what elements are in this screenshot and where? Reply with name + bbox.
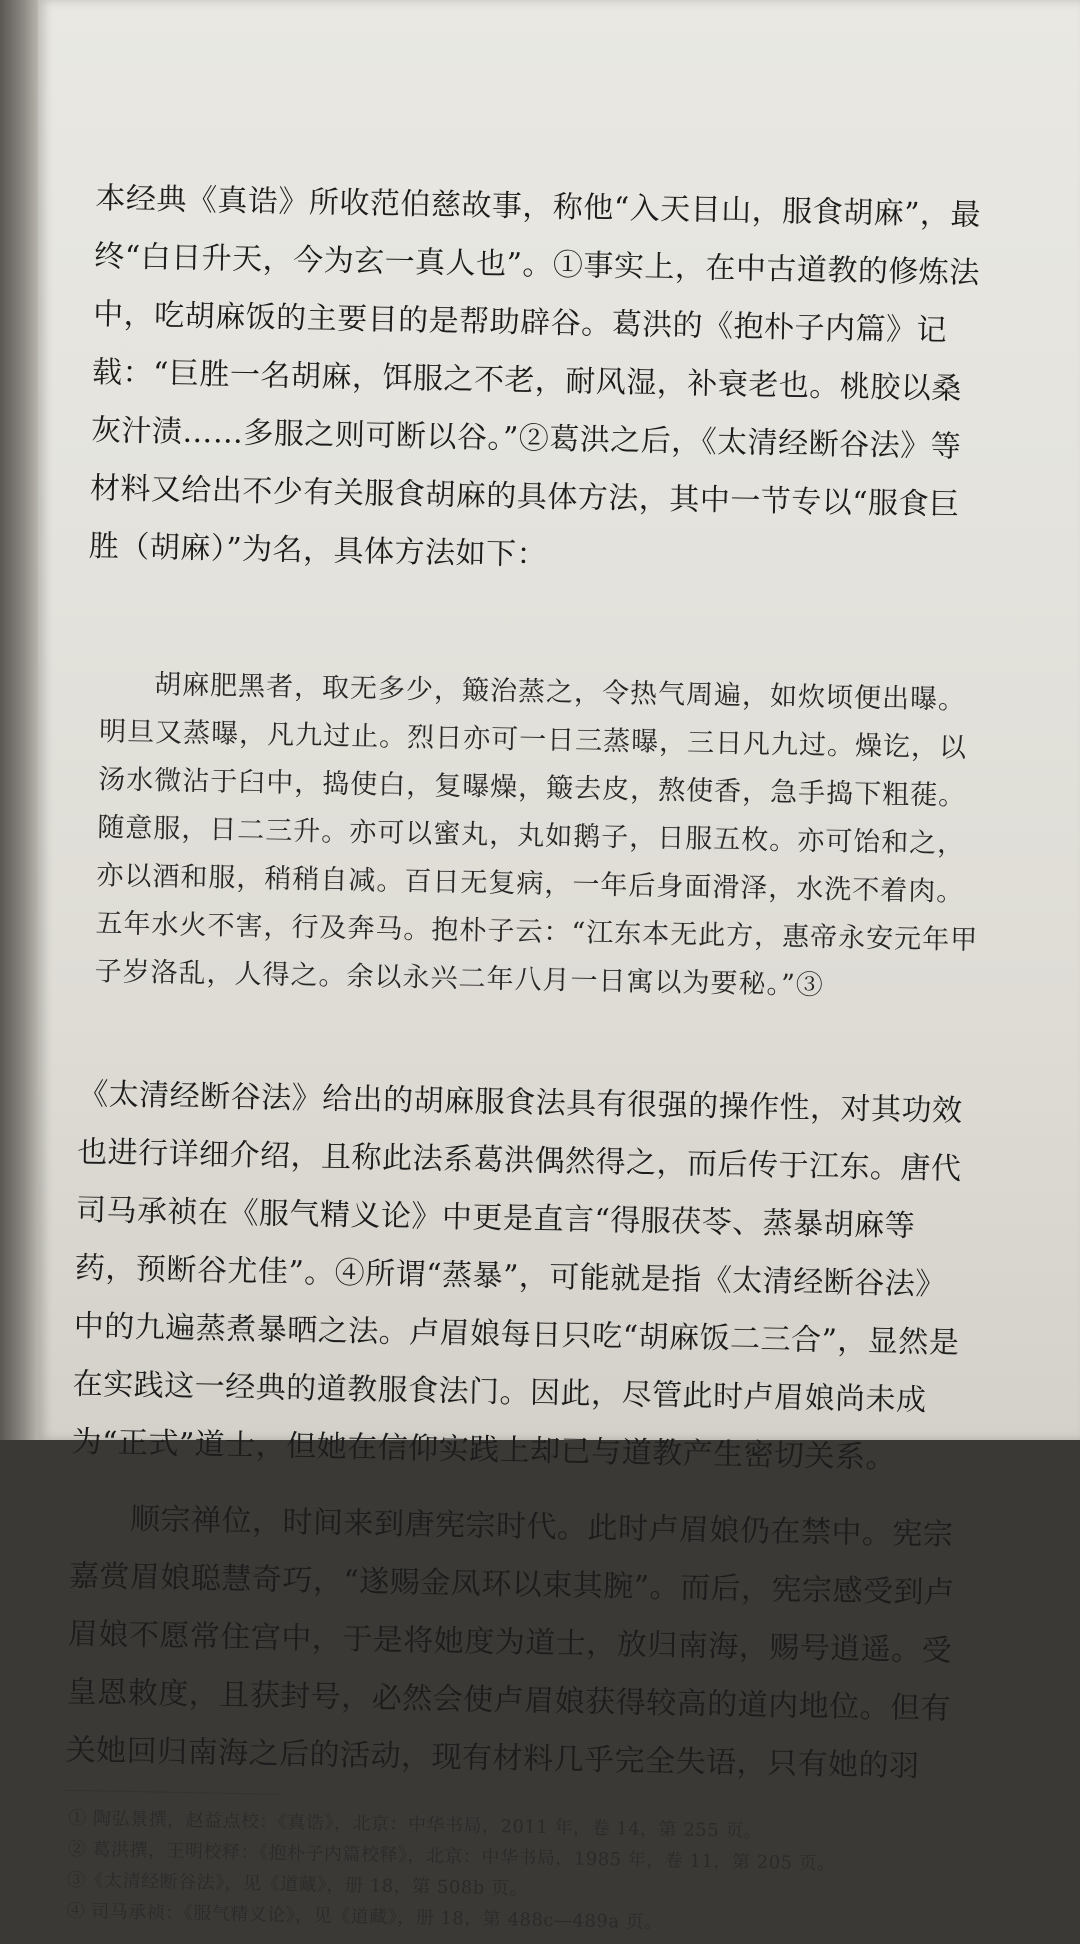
footnote-1: ① 陶弘景撰，赵益点校：《真诰》，北京：中华书局，2011 年，卷 14，第 255 页。 bbox=[68, 1807, 763, 1843]
footnote-3: ③《太清经断谷法》，见《道藏》，册 18，第 508b 页。 bbox=[66, 1869, 529, 1900]
book-page-edge bbox=[0, 0, 40, 1440]
footnote-rule bbox=[65, 1790, 281, 1795]
book-page bbox=[38, 0, 1080, 1934]
page-text-block bbox=[62, 170, 996, 1944]
block-quote: 胡麻肥黑者，取无多少，簸治蒸之，令热气周遍，如炊顷便出曝。明旦又蒸曝，凡九过止。烈日亦可一日三蒸曝，三日凡九过。燥讫，以汤水微沾于臼中，捣使白，复曝燥，簸去皮，熬使香，急手捣下粗蓰。随意服，日二三升。亦可以蜜丸，丸如鹅子，日服五枚。亦可饴和之，亦以酒和服，稍稍自减。百日无复病，一年后身面滑泽，水洗不着肉。五年水火不害，行及奔马。抱朴子云：“江东本无此方，惠帝永安元年甲子岁洛乱，人得之。余以永兴二年八月一日寓以为要秘。”③ bbox=[94, 669, 979, 1002]
paragraph-2: 《太清经断谷法》给出的胡麻服食法具有很强的操作性，对其功效也进行详细介绍，且称此法系葛洪偶然得之，而后传于江东。唐代司马承祯在《服气精义论》中更是直言“得服茯苓、蒸暴胡麻等药，预断谷尤佳”。④所谓“蒸暴”，可能就是指《太清经断谷法》中的九遍蒸煮暴晒之法。卢眉娘每日只吃“胡麻饭二三合”，显然是在实践这一经典的道教服食法门。因此，尽管此时卢眉娘尚未成为“正式”道士，但她在信仰实践上却已与道教产生密切关系。 bbox=[71, 1076, 963, 1476]
footnote-2: ② 葛洪撰，王明校释：《抱朴子内篇校释》，北京：中华书局，1985 年，卷 11，第 205 页。 bbox=[67, 1838, 837, 1875]
paragraph-1: 本经典《真诰》所收范伯慈故事，称他“入天目山，服食胡麻”，最终“白日升天，今为玄一真人也”。①事实上，在中古道教的修炼法中，吃胡麻饭的主要目的是帮助辟谷。葛洪的《抱朴子内篇》记载：“巨胜一名胡麻，饵服之不老，耐风湿，补衰老也。桃胶以桑灰汁渍……多服之则可断以谷。”②葛洪之后，《太清经断谷法》等材料又给出不少有关服食胡麻的具体方法，其中一节专以“服食巨胜（胡麻）”为名，具体方法如下： bbox=[88, 180, 982, 573]
footnote-4: ④ 司马承祯：《服气精义论》，见《道藏》，册 18，第 488c—489a 页。 bbox=[66, 1900, 663, 1934]
paragraph-3: 顺宗禅位，时间来到唐宪宗时代。此时卢眉娘仍在禁中。宪宗嘉赏眉娘聪慧奇巧，“遂赐金凤环以束其腕”。而后，宪宗感受到卢眉娘不愿常住宫中，于是将她度为道士，放归南海，赐号逍遥。受皇恩敕度，且获封号，必然会使卢眉娘获得较高的道内地位。但有关她回归南海之后的活动，现有材料几乎完全失语，只有她的羽 bbox=[65, 1501, 955, 1785]
